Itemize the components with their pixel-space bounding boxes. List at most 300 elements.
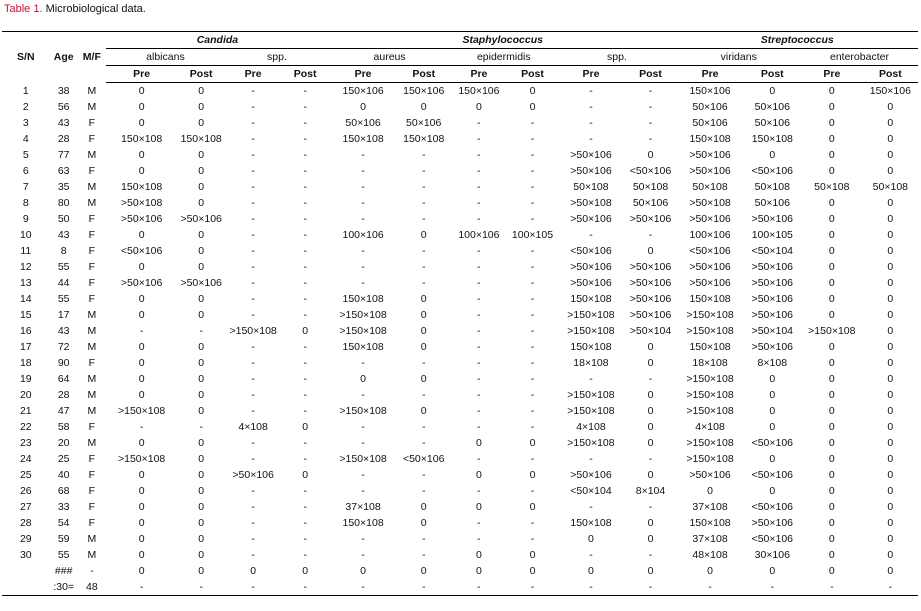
table-cell: 37×108	[345, 501, 381, 513]
table-cell: 150×108	[342, 133, 384, 145]
table-cell: >150×108	[686, 453, 734, 465]
table-cell: 150×106	[869, 85, 911, 97]
table-cell: 0	[828, 101, 835, 113]
table-cell: <50×106	[751, 165, 794, 177]
table-cell: 29	[19, 533, 32, 545]
table-cell: 50×106	[754, 117, 790, 129]
table-cell: 80	[57, 197, 70, 209]
table-cell: M	[87, 373, 97, 385]
table-cell: 3	[22, 117, 29, 129]
table-cell: -	[530, 517, 535, 529]
table-cell: -	[477, 181, 481, 193]
table-cell: -	[329, 579, 397, 596]
table-cell: 55	[57, 261, 70, 273]
table-cell: -	[421, 165, 426, 177]
table-cell: 0	[647, 517, 654, 529]
table-cell: >150×108	[686, 405, 734, 417]
table-cell: 50×108	[814, 181, 850, 193]
table-cell: 0	[198, 117, 205, 129]
table-cell: >150×108	[117, 405, 166, 417]
table-cell: 50×108	[692, 181, 728, 193]
table-cell: 0	[475, 437, 482, 449]
table-cell: 59	[57, 533, 70, 545]
table-cell: <50×106	[629, 165, 672, 177]
table-cell: 0	[420, 373, 427, 385]
table-cell: M	[87, 437, 97, 449]
table-cell: -	[303, 165, 307, 177]
table-cell: 0	[302, 469, 309, 481]
table-cell: 0	[198, 453, 205, 465]
table-cell: 0	[887, 533, 894, 545]
table-cell: 64	[57, 373, 70, 385]
table-cell: 17	[19, 341, 32, 353]
table-cell: >50×106	[570, 277, 612, 289]
table-cell: 0	[138, 533, 145, 545]
table-cell: -	[251, 341, 255, 353]
table-cell: 0	[138, 165, 145, 177]
table-row	[2, 323, 918, 339]
table-cell: -	[589, 101, 593, 113]
table-cell: >150×108	[686, 389, 734, 401]
table-row	[2, 227, 918, 243]
table-cell: -	[361, 421, 365, 433]
table-cell: 0	[198, 101, 205, 113]
table-cell: 150×108	[342, 517, 384, 529]
table-cell: -	[251, 549, 255, 561]
table-cell: 0	[887, 149, 894, 161]
table-cell: 100×106	[689, 229, 731, 241]
caption-label: Table 1.	[4, 3, 43, 15]
table-cell: >150×108	[229, 325, 277, 337]
table-cell: 24	[19, 453, 32, 465]
table-cell: 0	[647, 421, 654, 433]
table-cell: 0	[828, 229, 835, 241]
table-cell: 0	[887, 309, 894, 321]
table-row	[2, 435, 918, 451]
table-cell: -	[477, 485, 481, 497]
table-cell: >150×108	[567, 309, 615, 321]
table-cell: 0	[420, 341, 427, 353]
table-cell: 0	[420, 565, 427, 577]
table-cell: -	[361, 245, 365, 257]
table-cell: 0	[198, 309, 205, 321]
table-cell: -	[530, 373, 535, 385]
table-cell: -	[303, 389, 307, 401]
table-cell: 17	[57, 309, 70, 321]
table-cell: >50×106	[689, 149, 731, 161]
table-row	[2, 419, 918, 435]
table-cell: -	[361, 149, 365, 161]
table-cell: 0	[647, 469, 654, 481]
table-cell: -	[477, 373, 481, 385]
table-cell: >50×108	[570, 197, 612, 209]
table-cell: 0	[138, 85, 145, 97]
table-cell: 0	[420, 501, 427, 513]
table-cell: -	[530, 533, 535, 545]
table-cell: 150×106	[403, 85, 445, 97]
table-cell: 19	[19, 373, 32, 385]
table-cell: -	[303, 85, 307, 97]
table-cell: >50×106	[689, 277, 731, 289]
table-cell: -	[251, 517, 255, 529]
table-cell: 0	[250, 565, 257, 577]
table-cell: 0	[828, 469, 835, 481]
table-cell: -	[199, 421, 203, 433]
table-cell: 100×105	[511, 229, 554, 241]
table-cell: -	[648, 133, 653, 145]
table-cell: -	[676, 579, 743, 596]
table-cell: 0	[198, 245, 205, 257]
table-cell: -	[303, 277, 307, 289]
table-cell: -	[421, 389, 426, 401]
table-cell: 0	[420, 405, 427, 417]
table-cell: -	[477, 341, 481, 353]
table-cell: -	[251, 453, 255, 465]
col-header-pre: Pre	[329, 66, 397, 83]
table-cell: <50×104	[570, 485, 612, 497]
table-row	[2, 467, 918, 483]
table-cell: M	[87, 325, 97, 337]
table-cell: -	[421, 421, 426, 433]
table-cell: >50×106	[180, 213, 222, 225]
table-cell: -	[421, 533, 426, 545]
table-cell: M	[87, 197, 97, 209]
table-cell: -	[303, 229, 307, 241]
table-cell: 6	[22, 165, 29, 177]
table-cell: -	[477, 309, 481, 321]
table-cell: 0	[887, 389, 894, 401]
table-cell: 9	[22, 213, 29, 225]
table-cell: 0	[420, 517, 427, 529]
table-cell: 0	[475, 549, 482, 561]
table-cell: 0	[420, 309, 427, 321]
table-cell: 0	[198, 373, 205, 385]
table-cell: >150×108	[567, 389, 615, 401]
table-cell: 0	[887, 517, 894, 529]
table-cell: >50×106	[689, 261, 731, 273]
table-cell: -	[589, 453, 593, 465]
table-cell: M	[87, 84, 97, 97]
table-cell: 27	[19, 501, 32, 513]
table-cell: 50×106	[406, 117, 442, 129]
table-cell: 0	[588, 533, 594, 545]
table-cell: 150×108	[689, 341, 731, 353]
table-cell: -	[251, 309, 255, 321]
table-cell: 0	[828, 117, 835, 129]
table-cell: -	[361, 533, 365, 545]
table-cell: F	[88, 117, 96, 129]
table-cell: 50×106	[754, 197, 790, 209]
table-cell: 0	[475, 469, 482, 481]
table-cell: 0	[588, 565, 594, 577]
table-cell: 90	[57, 357, 70, 369]
table-cell: 0	[887, 277, 894, 289]
table-cell: -	[863, 579, 918, 596]
table-cell: F	[88, 421, 96, 433]
table-cell: >50×104	[751, 325, 794, 337]
table-cell: 37×108	[692, 501, 728, 513]
group-header-staphylococcus: Staphylococcus	[329, 32, 677, 49]
table-cell: 0	[828, 517, 835, 529]
table-cell: 0	[138, 357, 145, 369]
table-cell: 0	[138, 389, 145, 401]
table-cell: -	[477, 197, 481, 209]
table-cell: 0	[138, 549, 145, 561]
table-cell: 55	[57, 549, 70, 561]
table-cell: -	[530, 341, 535, 353]
table-cell: -	[530, 133, 535, 145]
table-cell: 58	[57, 421, 70, 433]
table-cell: -	[477, 245, 481, 257]
table-cell: 5	[22, 149, 29, 161]
table-cell: >50×106	[120, 277, 163, 289]
table-cell: >50×106	[689, 165, 731, 177]
table-cell: >50×106	[629, 213, 672, 225]
table-cell: 0	[769, 405, 776, 417]
table-cell: -	[450, 579, 507, 596]
table-cell: -	[251, 197, 255, 209]
table-cell: -	[303, 533, 307, 545]
col-header-pre: Pre	[225, 66, 281, 83]
table-cell: -	[589, 549, 593, 561]
table-cell: -	[251, 501, 255, 513]
table-cell: 0	[828, 389, 835, 401]
table-cell: 0	[302, 325, 309, 337]
table-cell: -	[303, 261, 307, 273]
table-cell: >50×106	[570, 469, 612, 481]
table-cell: -	[397, 579, 450, 596]
table-cell: 0	[138, 229, 145, 241]
table-cell: >150×108	[567, 405, 615, 417]
table-cell: 150×108	[689, 133, 731, 145]
table-cell: 16	[19, 325, 32, 337]
table-cell: >50×106	[629, 309, 672, 321]
table-cell: 7	[22, 181, 29, 193]
header-row-species	[2, 49, 918, 66]
table-cell: 0	[887, 341, 894, 353]
table-cell: 0	[198, 165, 205, 177]
table-cell: 68	[57, 485, 70, 497]
table-cell: 0	[420, 293, 427, 305]
table-row	[2, 291, 918, 307]
table-cell: 150×108	[751, 133, 793, 145]
table-cell: -	[90, 565, 94, 577]
table-cell: -	[303, 101, 307, 113]
table-cell: 0	[647, 565, 654, 577]
table-cell: M	[87, 341, 97, 353]
table-cell: -	[648, 501, 653, 513]
table-cell: -	[421, 357, 426, 369]
table-cell: -	[421, 261, 426, 273]
table-cell: >50×106	[629, 261, 672, 273]
table-cell: 4×108	[695, 421, 725, 433]
table-cell: 0	[198, 181, 205, 193]
col-header-pre: Pre	[676, 66, 743, 83]
table-cell: 0	[198, 565, 205, 577]
table-cell: F	[88, 213, 96, 225]
table-cell: -	[251, 373, 255, 385]
table-row	[2, 163, 918, 179]
table-cell: M	[87, 389, 97, 401]
table-cell: 72	[57, 341, 70, 353]
table-cell: 4×108	[576, 421, 606, 433]
table-row	[2, 483, 918, 499]
table-cell: 50×106	[692, 101, 728, 113]
table-cell: 0	[647, 437, 654, 449]
table-cell: -	[251, 437, 255, 449]
table-cell: 11	[20, 245, 32, 257]
table-cell: 0	[887, 549, 894, 561]
table-cell: 0	[887, 165, 894, 177]
table-cell: >150×108	[117, 453, 166, 465]
table-cell: 8	[60, 245, 67, 257]
table-cell: 0	[420, 229, 427, 241]
table-cell: F	[88, 277, 96, 289]
table-cell	[2, 563, 50, 579]
table-cell: 43	[57, 117, 70, 129]
col-header-post: Post	[508, 66, 558, 83]
species-header-aureus: aureus	[329, 49, 450, 66]
table-cell: -	[421, 277, 426, 289]
table-cell: -	[303, 341, 307, 353]
table-cell: -	[303, 453, 307, 465]
table-cell: -	[477, 165, 481, 177]
table-cell: <50×106	[751, 469, 794, 481]
caption-title: Microbiological data.	[42, 3, 146, 15]
table-cell: >50×106	[751, 213, 794, 225]
table-cell: -	[421, 197, 426, 209]
table-cell: -	[361, 437, 365, 449]
table-cell: -	[303, 149, 307, 161]
table-cell: -	[589, 133, 593, 145]
table-cell: -	[361, 181, 365, 193]
table-cell: -	[477, 389, 481, 401]
table-cell: -	[477, 453, 481, 465]
table-cell: -	[530, 149, 535, 161]
table-cell: -	[251, 277, 255, 289]
table-cell: -	[251, 357, 255, 369]
table-cell: 0	[529, 469, 536, 481]
table-row	[2, 275, 918, 291]
table-cell: 100×106	[342, 229, 384, 241]
table-cell: 0	[707, 565, 713, 577]
table-cell: -	[477, 213, 481, 225]
table-cell: -	[361, 549, 365, 561]
species-header-enterobacter: enterobacter	[801, 49, 918, 66]
table-cell: >150×108	[567, 325, 615, 337]
table-cell: 35	[57, 181, 70, 193]
table-cell: 0	[198, 357, 205, 369]
table-cell: F	[88, 293, 96, 305]
table-cell: -	[477, 277, 481, 289]
table-cell: -	[530, 485, 535, 497]
table-cell: >50×108	[689, 197, 731, 209]
table-cell: F	[88, 261, 96, 273]
table-cell: 28	[19, 517, 32, 529]
table-cell: 150×108	[180, 133, 222, 145]
table-cell: 0	[138, 373, 145, 385]
table-cell: -	[557, 579, 624, 596]
table-cell: 150×108	[342, 341, 384, 353]
table-cell: 50×108	[573, 181, 609, 193]
col-header-mf: M/F	[82, 51, 101, 64]
table-cell: -	[251, 85, 255, 97]
species-header-staph-spp: spp.	[557, 49, 676, 66]
table-cell: -	[361, 213, 365, 225]
table-cell: -	[251, 149, 255, 161]
table-row	[2, 563, 918, 579]
table-cell: 40	[57, 469, 70, 481]
table-row	[2, 531, 918, 547]
table-cell: >50×106	[570, 261, 612, 273]
table-cell: -	[361, 469, 365, 481]
table-cell: 0	[198, 197, 205, 209]
table-row	[2, 307, 918, 323]
table-cell: 0	[887, 421, 894, 433]
table-cell: 26	[19, 485, 32, 497]
table-cell: M	[87, 549, 97, 561]
table-cell: 150×108	[403, 133, 445, 145]
table-cell: -	[648, 117, 653, 129]
table-cell: 50×108	[754, 181, 790, 193]
group-header-candida: Candida	[106, 32, 329, 49]
species-header-candida-spp: spp.	[225, 49, 329, 66]
table-cell: 18×108	[573, 357, 609, 369]
table-cell: 0	[769, 421, 776, 433]
table-cell: -	[225, 579, 281, 596]
col-header-pre: Pre	[450, 66, 507, 83]
table-cell: 4×108	[238, 421, 268, 433]
col-header-age: Age	[53, 51, 74, 64]
table-cell: F	[88, 245, 96, 257]
table-cell: -	[530, 389, 535, 401]
table-cell: 0	[887, 229, 894, 241]
table-cell: -	[303, 213, 307, 225]
table-cell: 0	[887, 325, 894, 337]
table-cell: -	[139, 421, 144, 433]
table-cell: -	[251, 229, 255, 241]
table-cell: 20	[19, 389, 32, 401]
table-cell: 100×105	[751, 229, 793, 241]
table-row	[2, 547, 918, 563]
table-cell: 0	[828, 277, 835, 289]
table-cell: M	[87, 101, 97, 113]
table-cell: -	[625, 579, 677, 596]
table-cell: -	[251, 485, 255, 497]
table-cell: <50×106	[402, 453, 445, 465]
table-cell: 0	[475, 565, 482, 577]
table-cell: -	[139, 325, 144, 337]
table-cell: 50×106	[345, 117, 381, 129]
table-cell: 0	[887, 213, 894, 225]
microbiological-table	[2, 31, 918, 596]
table-row	[2, 211, 918, 227]
table-cell: -	[421, 213, 426, 225]
table-cell: -	[251, 245, 255, 257]
table-cell: -	[477, 325, 481, 337]
table-cell: 0	[769, 565, 776, 577]
table-cell: F	[88, 357, 96, 369]
table-row	[2, 515, 918, 531]
table-cell: >50×106	[570, 213, 612, 225]
table-cell: -	[177, 579, 225, 596]
table-cell: 150×108	[121, 181, 163, 193]
table-cell: -	[251, 533, 255, 545]
table-cell: >50×106	[232, 469, 274, 481]
table-cell: 0	[828, 213, 835, 225]
table-cell: -	[251, 213, 255, 225]
table-cell: -	[477, 117, 481, 129]
